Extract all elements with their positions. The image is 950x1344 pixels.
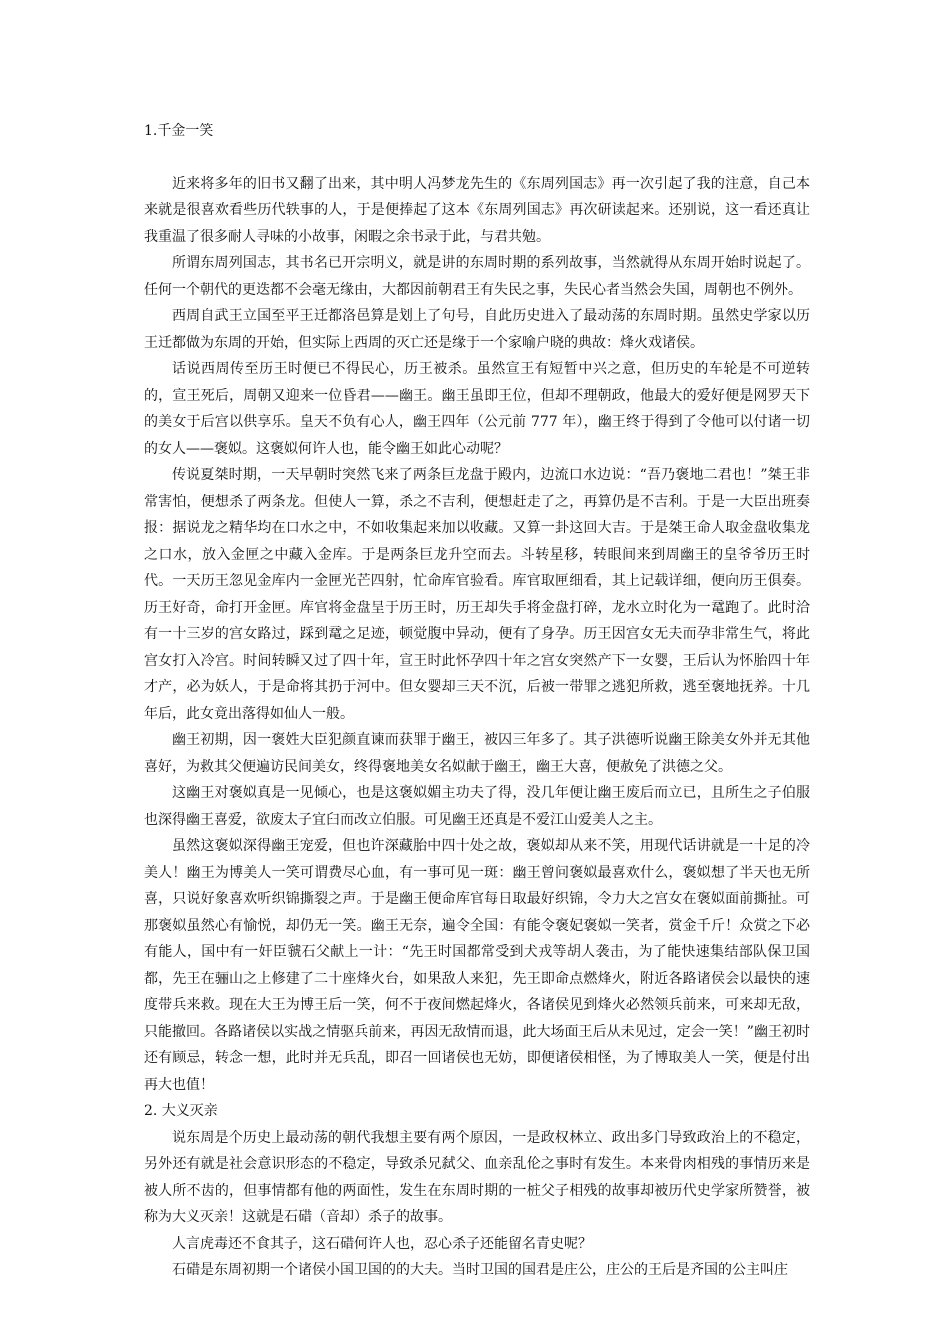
section-1-paragraph-8: 虽然这褒姒深得幽王宠爱，但也许深藏胎中四十处之故，褒姒却从来不笑，用现代话讲就是一十足的冷美人！幽王为博美人一笑可谓费尽心血，有一事可见一斑：幽王曾问褒姒最喜欢什么，褒姒想了半天也无所喜，只说好象喜欢听织锦撕裂之声。于是幽王便命库官每日取最好织锦，令力大之宫女在褒姒面前撕扯。可那褒姒虽然心有愉悦，却仍无一笑。幽王无奈，遍令全国：有能令褒妃褒姒一笑者，赏金千斤！众赏之下必有能人，国中有一奸臣虢石父献上一计：“先王时国都常受到犬戎等胡人袭击，为了能快速集结部队保卫国都，先王在骊山之上修建了二十座烽火台，如果敌人来犯，先王即命点燃烽火，附近各路诸侯会以最快的速度带兵来救。现在大王为博王后一笑，何不于夜间燃起烽火，各诸侯见到烽火必然领兵前来，可来却无敌，只能撤回。各路诸侯以实战之情驱兵前来，再因无敌情而退，此大场面王后从未见过，定会一笑！”幽王初时还有顾忌，转念一想，此时并无兵乱，即召一回诸侯也无妨，即便诸侯相怪，为了博取美人一笑，便是付出再大也值！ <box>144 838 810 1093</box>
section-2-paragraph-2: 人言虎毒还不食其子，这石碏何许人也，忍心杀子还能留名青史呢？ <box>172 1235 592 1252</box>
section-1-paragraph-1: 近来将多年的旧书又翻了出来，其中明人冯梦龙先生的《东周列国志》再一次引起了我的注意，自己本来就是很喜欢看些历代轶事的人，于是便捧起了这本《东周列国志》再次研读起来。还别说，这一看还真让我重温了很多耐人寻味的小故事，闲暇之余书录于此，与君共勉。 <box>144 175 810 245</box>
section-1-paragraph-2: 所谓东周列国志，其书名已开宗明义，就是讲的东周时期的系列故事，当然就得从东周开始时说起了。任何一个朝代的更迭都不会毫无缘由，大都因前朝君王有失民之事，失民心者当然会失国，周朝也不例外。 <box>144 255 810 298</box>
section-1-paragraph-3: 西周自武王立国至平王迁都洛邑算是划上了句号，自此历史进入了最动荡的东周时期。虽然史学家以历王迁都做为东周的开始，但实际上西周的灭亡还是缘于一个家喻户晓的典故：烽火戏诸侯。 <box>144 308 810 351</box>
section-1-paragraph-6: 幽王初期，因一褒姓大臣犯颜直谏而获罪于幽王，被囚三年多了。其子洪德听说幽王除美女外并无其他喜好，为救其父便遍访民间美女，终得褒地美女名姒献于幽王，幽王大喜，便赦免了洪德之父。 <box>144 732 810 775</box>
section-2-paragraph-1: 说东周是个历史上最动荡的朝代我想主要有两个原因，一是政权林立、政出多门导致政治上的不稳定，另外还有就是社会意识形态的不稳定，导致杀兄弑父、血亲乱伦之事时有发生。本来骨肉相残的事情历来是被人所不齿的，但事情都有他的两面性，发生在东周时期的一桩父子相残的故事却被历代史学家所赞誉，被称为大义灭亲！这就是石碏（音却）杀子的故事。 <box>144 1129 810 1225</box>
section-2-title: 2. 大义灭亲 <box>144 1103 218 1119</box>
section-2-paragraph-3: 石碏是东周初期一个诸侯小国卫国的的大夫。当时卫国的国君是庄公，庄公的王后是齐国的公主叫庄 <box>172 1262 788 1278</box>
section-1-paragraph-4: 话说西周传至历王时便已不得民心，历王被杀。虽然宣王有短暂中兴之意，但历史的车轮是不可逆转的，宣王死后，周朝又迎来一位昏君——幽王。幽王虽即王位，但却不理朝政，他最大的爱好便是网罗天下的美女于后宫以供享乐。皇天不负有心人，幽王四年（公元前 777 年），幽王终于得到了令他可以付诸一切的女人——褒姒。这褒姒何许人也，能令幽王如此心动呢？ <box>144 361 810 457</box>
section-1-title: 1.千金一笑 <box>144 123 214 139</box>
document-page <box>144 118 810 1284</box>
section-1-paragraph-7: 这幽王对褒姒真是一见倾心，也是这褒姒媚主功夫了得，没几年便让幽王废后而立已，且所生之子伯服也深得幽王喜爱，欲废太子宜臼而改立伯服。可见幽王还真是不爱江山爱美人之主。 <box>144 785 810 828</box>
section-1-paragraph-5: 传说夏桀时期，一天早朝时突然飞来了两条巨龙盘于殿内，边流口水边说：“吾乃褒地二君也！”桀王非常害怕，便想杀了两条龙。但使人一算，杀之不吉利，便想赶走了之，再算仍是不吉利。于是一大臣出班奏报：据说龙之精华均在口水之中，不如收集起来加以收藏。又算一卦这回大吉。于是桀王命人取金盘收集龙之口水，放入金匣之中藏入金库。于是两条巨龙升空而去。斗转星移，转眼间来到周幽王的皇爷爷历王时代。一天历王忽见金库内一金匣光芒四射，忙命库官验看。库官取匣细看，其上记载详细，便向历王俱奏。历王好奇，命打开金匣。库官将金盘呈于历王时，历王却失手将金盘打碎，龙水立时化为一鼋跑了。此时洽有一十三岁的宫女路过，踩到鼋之足迹，顿觉腹中异动，便有了身孕。历王因宫女无夫而孕非常生气，将此宫女打入冷宫。时间转瞬又过了四十年，宣王时此怀孕四十年之宫女突然产下一女婴，王后认为怀胎四十年才产，必为妖人，于是命将其扔于河中。但女婴却三天不沉，后被一带罪之逃犯所救，逃至褒地抚养。十几年后，此女竟出落得如仙人一般。 <box>144 467 810 722</box>
